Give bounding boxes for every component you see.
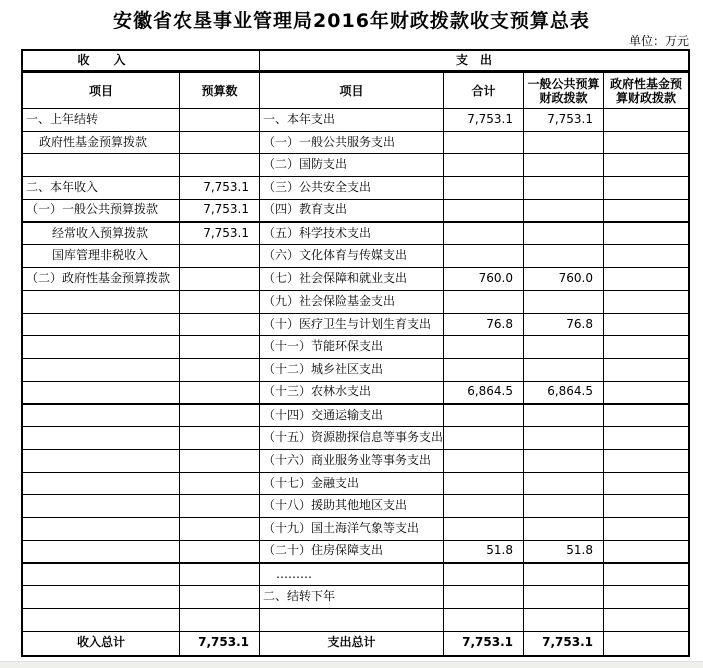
expenditure-total-cell xyxy=(444,291,524,314)
table-row xyxy=(23,223,688,246)
expenditure-total-cell xyxy=(444,586,524,609)
general-budget-cell xyxy=(524,564,604,587)
expenditure-total-cell: 7,753.1 xyxy=(444,109,524,132)
expenditure-item-cell: （六）文化体育与传媒支出 xyxy=(260,245,444,268)
table-row xyxy=(23,586,688,609)
budget-table xyxy=(21,49,690,657)
section-header-row xyxy=(23,51,688,73)
revenue-budget-cell: 7,753.1 xyxy=(180,223,260,246)
table-row xyxy=(23,245,688,268)
table-row xyxy=(23,609,688,632)
general-budget-cell xyxy=(524,359,604,382)
revenue-budget-cell xyxy=(180,586,260,609)
expenditure-total-cell xyxy=(444,245,524,268)
table-row xyxy=(23,382,688,405)
revenue-item-cell: 经常收入预算拨款 xyxy=(23,223,180,246)
fund-budget-cell xyxy=(604,336,688,359)
table-row xyxy=(23,268,688,291)
fund-budget-cell xyxy=(604,291,688,314)
general-budget-cell: 760.0 xyxy=(524,268,604,291)
revenue-item-cell: 二、本年收入 xyxy=(23,177,180,200)
fund-budget-cell xyxy=(604,586,688,609)
general-budget-cell xyxy=(524,473,604,496)
expenditure-total-cell: 6,864.5 xyxy=(444,382,524,405)
fund-budget-cell xyxy=(604,427,688,450)
revenue-section-header xyxy=(23,51,260,73)
expenditure-total-cell xyxy=(444,154,524,177)
col-header-revenue-item: 项目 xyxy=(23,73,180,109)
general-budget-cell: 7,753.1 xyxy=(524,109,604,132)
expenditure-total-cell xyxy=(444,336,524,359)
revenue-item-cell xyxy=(23,154,180,177)
revenue-item-cell xyxy=(23,495,180,518)
table-row xyxy=(23,359,688,382)
revenue-budget-cell xyxy=(180,268,260,291)
general-budget-cell xyxy=(524,450,604,473)
revenue-budget-cell xyxy=(180,314,260,337)
expenditure-total-cell xyxy=(444,564,524,587)
revenue-budget-cell xyxy=(180,609,260,632)
expenditure-item-cell: （二十）住房保障支出 xyxy=(260,541,444,564)
general-budget-cell xyxy=(524,132,604,155)
expenditure-item-cell: ……… xyxy=(260,564,444,587)
revenue-budget-cell xyxy=(180,564,260,587)
table-row xyxy=(23,109,688,132)
revenue-budget-cell xyxy=(180,359,260,382)
general-budget-cell xyxy=(524,154,604,177)
revenue-total-label: 收入总计 xyxy=(23,632,180,655)
revenue-item-cell xyxy=(23,586,180,609)
revenue-item-cell xyxy=(23,427,180,450)
revenue-budget-cell xyxy=(180,541,260,564)
revenue-item-cell xyxy=(23,473,180,496)
general-budget-cell xyxy=(524,495,604,518)
expenditure-total-cell xyxy=(444,359,524,382)
revenue-item-cell xyxy=(23,291,180,314)
table-row xyxy=(23,495,688,518)
fund-budget-cell xyxy=(604,405,688,428)
revenue-budget-cell xyxy=(180,154,260,177)
revenue-item-cell xyxy=(23,518,180,541)
general-budget-cell xyxy=(524,200,604,223)
revenue-item-cell xyxy=(23,336,180,359)
expenditure-total-cell xyxy=(444,177,524,200)
unit-label: 单位：万元 xyxy=(628,34,689,48)
revenue-budget-cell xyxy=(180,495,260,518)
general-budget-cell xyxy=(524,245,604,268)
revenue-budget-cell xyxy=(180,336,260,359)
totals-row xyxy=(23,632,688,655)
revenue-item-cell xyxy=(23,564,180,587)
table-row xyxy=(23,200,688,223)
expenditure-item-cell: （三）公共安全支出 xyxy=(260,177,444,200)
expenditure-item-cell: （十九）国土海洋气象等支出 xyxy=(260,518,444,541)
general-budget-cell: 76.8 xyxy=(524,314,604,337)
fund-budget-cell xyxy=(604,450,688,473)
expenditure-item-cell: （十八）援助其他地区支出 xyxy=(260,495,444,518)
general-budget-cell xyxy=(524,223,604,246)
expenditure-item-cell: （四）教育支出 xyxy=(260,200,444,223)
revenue-budget-cell xyxy=(180,405,260,428)
expenditure-total-cell xyxy=(444,518,524,541)
general-budget-cell xyxy=(524,427,604,450)
revenue-budget-cell xyxy=(180,450,260,473)
expenditure-total-label: 支出总计 xyxy=(260,632,444,655)
expenditure-item-cell: （十二）城乡社区支出 xyxy=(260,359,444,382)
general-budget-cell xyxy=(524,586,604,609)
revenue-item-cell: （一）一般公共预算拨款 xyxy=(23,200,180,223)
expenditure-item-cell: （十六）商业服务业等事务支出 xyxy=(260,450,444,473)
expenditure-total-cell xyxy=(444,473,524,496)
expenditure-total-value: 7,753.1 xyxy=(444,632,524,655)
table-row xyxy=(23,405,688,428)
col-header-expenditure-total: 合计 xyxy=(444,73,524,109)
table-row xyxy=(23,336,688,359)
revenue-budget-cell xyxy=(180,518,260,541)
expenditure-section-header: 支 出 xyxy=(260,51,688,73)
fund-budget-cell xyxy=(604,177,688,200)
revenue-budget-cell xyxy=(180,291,260,314)
col-header-revenue-budget: 预算数 xyxy=(180,73,260,109)
expenditure-total-cell xyxy=(444,223,524,246)
fund-budget-cell xyxy=(604,200,688,223)
expenditure-total-cell: 76.8 xyxy=(444,314,524,337)
fund-budget-cell xyxy=(604,359,688,382)
fund-budget-cell xyxy=(604,268,688,291)
revenue-budget-cell xyxy=(180,427,260,450)
revenue-budget-cell xyxy=(180,382,260,405)
expenditure-total-cell xyxy=(444,609,524,632)
fund-budget-cell xyxy=(604,564,688,587)
revenue-budget-cell xyxy=(180,132,260,155)
fund-budget-cell xyxy=(604,473,688,496)
col-header-government-fund-budget: 政府性基金预算财政拨款 xyxy=(604,73,688,109)
expenditure-item-cell: （十四）交通运输支出 xyxy=(260,405,444,428)
table-row xyxy=(23,450,688,473)
revenue-section-label: 收 入 xyxy=(77,52,126,67)
expenditure-item-cell: （五）科学技术支出 xyxy=(260,223,444,246)
general-budget-cell xyxy=(524,518,604,541)
general-budget-cell xyxy=(524,291,604,314)
fund-budget-total-value xyxy=(604,632,688,655)
expenditure-item-cell: （七）社会保障和就业支出 xyxy=(260,268,444,291)
expenditure-total-cell xyxy=(444,450,524,473)
fund-budget-cell xyxy=(604,132,688,155)
expenditure-item-cell: （一）一般公共服务支出 xyxy=(260,132,444,155)
general-budget-cell xyxy=(524,405,604,428)
revenue-budget-cell: 7,753.1 xyxy=(180,200,260,223)
table-row xyxy=(23,314,688,337)
table-row xyxy=(23,291,688,314)
general-budget-cell xyxy=(524,609,604,632)
fund-budget-cell xyxy=(604,223,688,246)
table-row xyxy=(23,154,688,177)
table-row xyxy=(23,564,688,587)
expenditure-item-cell: （九）社会保险基金支出 xyxy=(260,291,444,314)
fund-budget-cell xyxy=(604,245,688,268)
revenue-item-cell: （二）政府性基金预算拨款 xyxy=(23,268,180,291)
expenditure-item-cell: （十五）资源勘探信息等事务支出 xyxy=(260,427,444,450)
revenue-budget-cell xyxy=(180,245,260,268)
table-row xyxy=(23,427,688,450)
revenue-total-value: 7,753.1 xyxy=(180,632,260,655)
expenditure-item-cell: 一、本年支出 xyxy=(260,109,444,132)
expenditure-item-cell: （十）医疗卫生与计划生育支出 xyxy=(260,314,444,337)
col-header-expenditure-item: 项目 xyxy=(260,73,444,109)
revenue-item-cell xyxy=(23,382,180,405)
col-header-general-public-budget: 一般公共预算财政拨款 xyxy=(524,73,604,109)
revenue-item-cell xyxy=(23,541,180,564)
expenditure-item-cell: （十七）金融支出 xyxy=(260,473,444,496)
expenditure-total-cell xyxy=(444,495,524,518)
fund-budget-cell xyxy=(604,314,688,337)
expenditure-item-cell xyxy=(260,609,444,632)
general-budget-total-value: 7,753.1 xyxy=(524,632,604,655)
expenditure-total-cell xyxy=(444,427,524,450)
expenditure-item-cell: （十一）节能环保支出 xyxy=(260,336,444,359)
column-header-row xyxy=(23,73,688,109)
revenue-budget-cell: 7,753.1 xyxy=(180,177,260,200)
revenue-item-cell: 国库管理非税收入 xyxy=(23,245,180,268)
general-budget-cell: 6,864.5 xyxy=(524,382,604,405)
revenue-item-cell xyxy=(23,405,180,428)
fund-budget-cell xyxy=(604,518,688,541)
expenditure-total-cell: 760.0 xyxy=(444,268,524,291)
revenue-budget-cell xyxy=(180,109,260,132)
general-budget-cell xyxy=(524,177,604,200)
general-budget-cell: 51.8 xyxy=(524,541,604,564)
revenue-item-cell: 政府性基金预算拨款 xyxy=(23,132,180,155)
fund-budget-cell xyxy=(604,541,688,564)
expenditure-total-cell xyxy=(444,405,524,428)
table-row xyxy=(23,518,688,541)
revenue-item-cell: 一、上年结转 xyxy=(23,109,180,132)
expenditure-item-cell: 二、结转下年 xyxy=(260,586,444,609)
revenue-item-cell xyxy=(23,359,180,382)
expenditure-item-cell: （二）国防支出 xyxy=(260,154,444,177)
window-bottom-edge xyxy=(0,661,703,668)
expenditure-total-cell xyxy=(444,132,524,155)
expenditure-total-cell: 51.8 xyxy=(444,541,524,564)
expenditure-item-cell: （十三）农林水支出 xyxy=(260,382,444,405)
revenue-item-cell xyxy=(23,609,180,632)
table-row xyxy=(23,473,688,496)
fund-budget-cell xyxy=(604,154,688,177)
page-title: 安徽省农垦事业管理局2016年财政拨款收支预算总表 xyxy=(113,10,590,32)
table-row xyxy=(23,541,688,564)
table-body xyxy=(23,109,688,632)
revenue-item-cell xyxy=(23,450,180,473)
fund-budget-cell xyxy=(604,609,688,632)
revenue-budget-cell xyxy=(180,473,260,496)
fund-budget-cell xyxy=(604,495,688,518)
expenditure-total-cell xyxy=(444,200,524,223)
table-row xyxy=(23,177,688,200)
table-row xyxy=(23,132,688,155)
fund-budget-cell xyxy=(604,109,688,132)
general-budget-cell xyxy=(524,336,604,359)
fund-budget-cell xyxy=(604,382,688,405)
revenue-item-cell xyxy=(23,314,180,337)
